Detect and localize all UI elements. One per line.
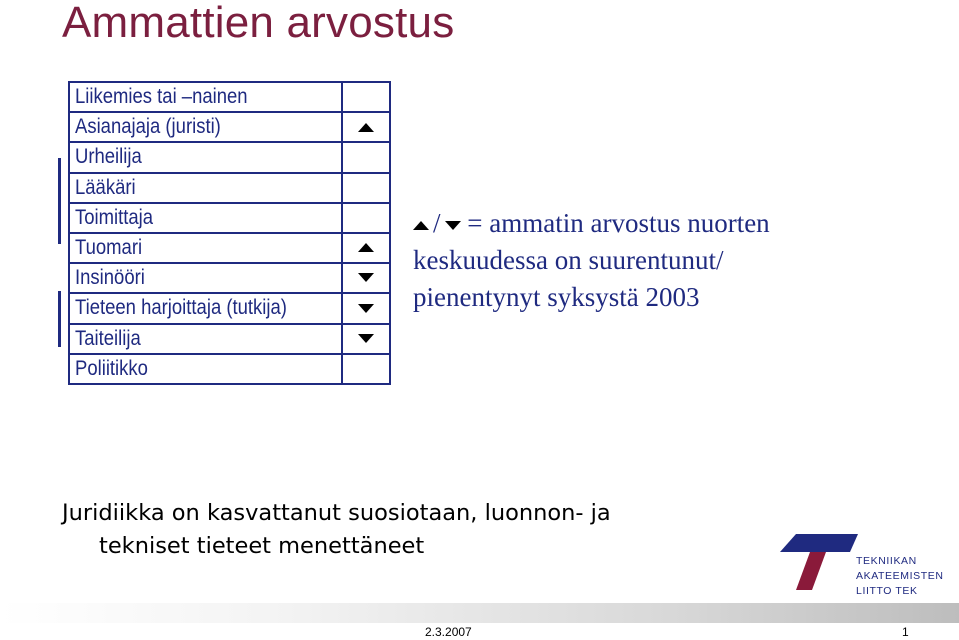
ranking-table-body: [69, 82, 390, 384]
trend-cell: [342, 142, 390, 172]
trend-cell: [342, 324, 390, 354]
logo-line-3: LIITTO TEK: [856, 585, 918, 597]
arrow-up-icon: [358, 123, 374, 132]
legend-slash: /: [433, 208, 441, 238]
trend-cell: [342, 173, 390, 203]
profession-ranking-table: [68, 81, 391, 385]
conclusion-line-1: Juridiikka on kasvattanut suosiotaan, luonnon- ja: [62, 500, 611, 526]
profession-label: Toimittaja: [75, 205, 154, 229]
footer-bar: [0, 603, 959, 623]
trend-cell: [342, 263, 390, 293]
trend-cell: [342, 112, 390, 142]
table-row: [69, 82, 390, 112]
logo-red-shape: [796, 552, 826, 590]
arrow-down-icon: [358, 334, 374, 343]
footer-date: 2.3.2007: [425, 625, 472, 639]
group-bracket-top: [58, 158, 61, 244]
page-number: 1: [902, 625, 909, 639]
arrow-up-icon: [358, 243, 374, 252]
tek-logo-text: [856, 554, 944, 599]
table-row: [69, 142, 390, 172]
table-row: [69, 293, 390, 323]
table-row: [69, 173, 390, 203]
profession-label: Poliitikko: [75, 356, 148, 380]
profession-label: Tuomari: [75, 236, 143, 260]
profession-label: Tieteen harjoittaja (tutkija): [75, 296, 287, 320]
arrow-up-icon: [413, 221, 429, 230]
profession-name-cell: [69, 112, 342, 142]
profession-label: Taiteilija: [75, 326, 141, 350]
trend-cell: [342, 203, 390, 233]
profession-name-cell: [69, 293, 342, 323]
profession-label: Insinööri: [75, 266, 145, 290]
profession-label: Liikemies tai –nainen: [75, 85, 248, 109]
profession-name-cell: [69, 354, 342, 384]
table-row: [69, 263, 390, 293]
trend-cell: [342, 354, 390, 384]
profession-name-cell: [69, 233, 342, 263]
legend-text-3: pienentynyt syksystä 2003: [413, 282, 700, 312]
legend-line-1: [413, 205, 770, 242]
conclusion-text: [62, 497, 611, 563]
trend-cell: [342, 82, 390, 112]
tek-logo-icon: [780, 534, 858, 590]
profession-name-cell: [69, 263, 342, 293]
table-row: [69, 203, 390, 233]
profession-name-cell: [69, 142, 342, 172]
slide-title: Ammattien arvostus: [62, 0, 455, 47]
logo-blue-shape: [780, 534, 858, 552]
table-row: [69, 324, 390, 354]
trend-cell: [342, 233, 390, 263]
legend-text-1: = ammatin arvostus nuorten: [467, 208, 770, 238]
legend-text-2: keskuudessa on suurentunut/: [413, 245, 724, 275]
profession-name-cell: [69, 324, 342, 354]
arrow-down-icon: [358, 273, 374, 282]
profession-name-cell: [69, 203, 342, 233]
arrow-down-icon: [358, 304, 374, 313]
group-bracket-bottom: [58, 291, 61, 347]
logo-line-1: TEKNIIKAN: [856, 555, 917, 567]
trend-cell: [342, 293, 390, 323]
table-row: [69, 112, 390, 142]
table-row: [69, 354, 390, 384]
profession-label: Lääkäri: [75, 175, 136, 199]
trend-legend: [413, 205, 770, 316]
arrow-down-icon: [445, 221, 461, 230]
profession-name-cell: [69, 82, 342, 112]
table-row: [69, 233, 390, 263]
profession-label: Urheilija: [75, 145, 142, 169]
profession-name-cell: [69, 173, 342, 203]
profession-label: Asianajaja (juristi): [75, 115, 221, 139]
conclusion-line-2: tekniset tieteet menettäneet: [99, 533, 425, 559]
logo-line-2: AKATEEMISTEN: [856, 570, 944, 582]
